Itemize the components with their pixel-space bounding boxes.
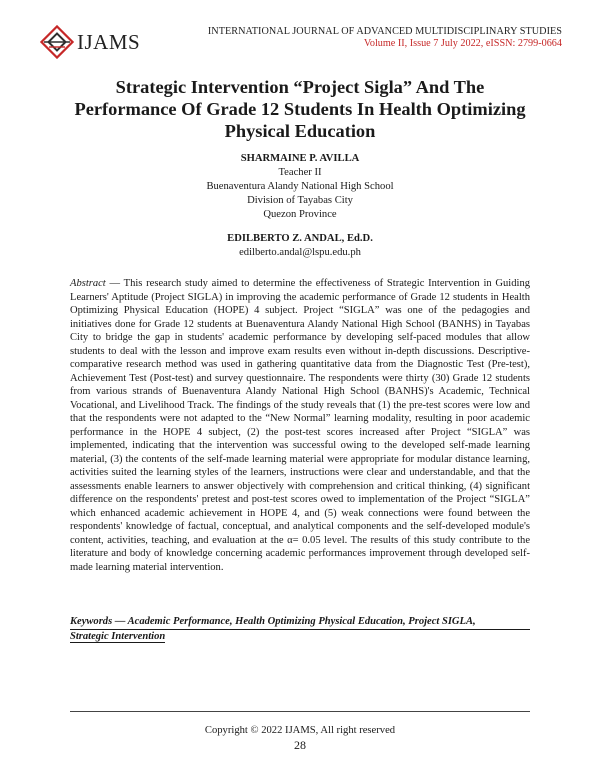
author-2 bbox=[0, 232, 600, 260]
journal-logo bbox=[40, 24, 140, 60]
logo-text: IJAMS bbox=[77, 29, 141, 54]
author-affiliation-line: Division of Tayabas City bbox=[247, 195, 353, 206]
paper-title: Strategic Intervention “Project Sigla” And The Performance Of Grade 12 Students In Health Optimizing Physical Education bbox=[74, 77, 526, 141]
author-affiliation-line: Quezon Province bbox=[263, 209, 337, 220]
keywords-line: Keywords — Academic Performance, Health Optimizing Physical Education, Project SIGLA, bbox=[70, 615, 530, 630]
abstract-label: Abstract bbox=[70, 278, 106, 289]
abstract bbox=[70, 277, 530, 574]
journal-name: INTERNATIONAL JOURNAL OF ADVANCED MULTIDISCIPLINARY STUDIES bbox=[207, 26, 562, 37]
footer-divider bbox=[70, 711, 530, 712]
author-name: SHARMAINE P. AVILLA bbox=[240, 153, 360, 164]
author-name: EDILBERTO Z. ANDAL, Ed.D. bbox=[227, 233, 373, 244]
author-affiliation-line: Teacher II bbox=[278, 167, 322, 178]
journal-info bbox=[208, 26, 562, 50]
abstract-body: — This research study aimed to determine the effectiveness of Strategic Intervention in Guiding Learners' Aptitude (Project SIGLA) in improving the academic performance of Grade 12 students in Health Optimizing Physical Education (HOPE) 4 subject. Project “SIGLA” was one of the pedagogies and initiatives done for Grade 12 students at Buenaventura Alandy National High School (BANHS) in Tayabas City to bridge the gap in students' academic performance by developing self-paced modules that allow students to deal with the lesson and improve exam results even without in-depth discussions. Descriptive-comparative research method was used in gathering quantitative data from the Diagnostic Test (Pre-test), Achievement Test (Post-test) and survey questionnaire. The respondents were thirty (30) Grade 12 students from various strands of Buenaventura Alandy National High School (BANHS)'s Academic, Technical Vocational, and Livelihood Track. The findings of the study reveals that (1) the pre-test scores were low and that the respondents were not adapted to the “New Normal” learning modality, resulting in poor academic performance in the HOPE 4 subject, (2) the post-test scores increased after Project “SIGLA” was implemented, indicating that the intervention was successful owing to the developed self-made learning material, (3) the contents of the self-made learning material were appropriate for modular distance learning, activities suited the learning styles of the learners, instructions were clear and understandable, and that the assessments enable learners to answer objectively with comprehension and critical thinking, (4) significant difference on the respondents' pretest and post-test scores owed to implementation of the Project “SIGLA” which enhanced academic achievement in HOPE 4, and (5) weak connections were found between the respondents' knowledge of factual, conceptual, and analytical components and the self-developed module's content, activities, teaching, and evaluation at the α= 0.05 level. The results of this study contribute to the literature and body of knowledge concerning academic performances improvement through developed self-made learning material intervention. bbox=[70, 278, 530, 573]
author-1 bbox=[0, 152, 600, 222]
ijams-logo-icon bbox=[40, 25, 74, 59]
keywords-line bbox=[70, 630, 530, 644]
author-affiliation-line: Buenaventura Alandy National High School bbox=[206, 181, 394, 192]
authors-block bbox=[0, 152, 600, 260]
page-number: 28 bbox=[294, 738, 306, 752]
title-block bbox=[70, 76, 530, 142]
page-footer bbox=[0, 724, 600, 752]
page-header bbox=[40, 22, 562, 62]
keywords bbox=[70, 615, 530, 643]
copyright-text: Copyright © 2022 IJAMS, All right reserved bbox=[204, 725, 396, 736]
author-email: edilberto.andal@lspu.edu.ph bbox=[239, 247, 361, 258]
keywords-line-2: Strategic Intervention bbox=[70, 630, 166, 642]
journal-issue: Volume II, Issue 7 July 2022, eISSN: 2799-0664 bbox=[363, 38, 562, 49]
